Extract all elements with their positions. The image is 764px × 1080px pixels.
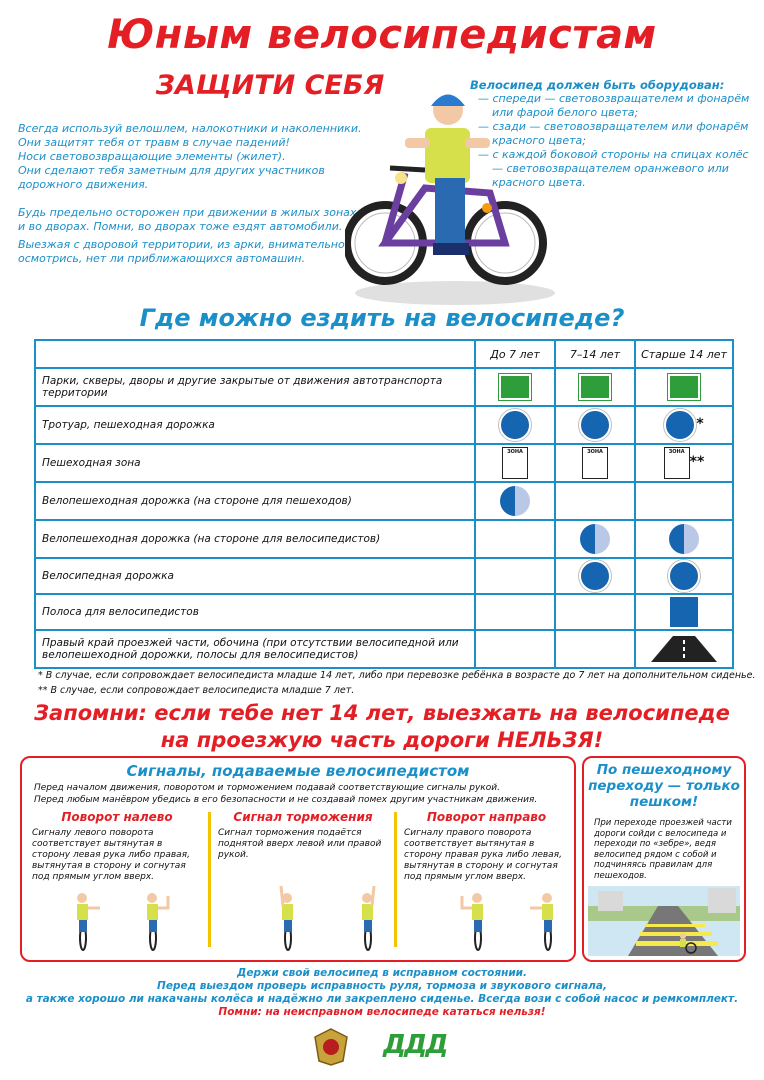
table-cell bbox=[635, 368, 733, 406]
equipment-item: — сзади — световозвращателем или фонарём красного цвета; bbox=[478, 120, 749, 147]
footnote-mark: ** bbox=[689, 454, 705, 470]
table-cell bbox=[635, 630, 733, 668]
column-header: 7–14 лет bbox=[555, 340, 635, 368]
signal-left-text: Сигналу левого поворота соответствует вытянутая в сторону левая рука либо правая, вытянутая в сторону и согнутая под прямым углом вверх. bbox=[32, 828, 190, 882]
footnote-mark: * bbox=[696, 416, 704, 432]
zone-sign-text: ЗОНА bbox=[507, 449, 523, 455]
footnote-1: * В случае, если сопровождает велосипедиста младше 14 лет, либо при перевозке ребёнка в возрасте до 7 лет на дополнительном сиденье. bbox=[38, 670, 756, 681]
poster-subtitle: ЗАЩИТИ СЕБЯ bbox=[155, 70, 385, 101]
table-cell bbox=[635, 482, 733, 520]
equipment-heading: Велосипед должен быть оборудован: bbox=[470, 78, 725, 92]
table-header-row bbox=[35, 340, 733, 368]
table-row bbox=[35, 558, 733, 594]
table-cell bbox=[555, 594, 635, 630]
table-cell bbox=[635, 558, 733, 594]
crossing-illustration bbox=[588, 886, 740, 956]
traffic-police-emblem-icon bbox=[313, 1027, 349, 1067]
tip-text: Выезжая с дворовой территории, из арки, внимательно осмотрись, нет ли приближающихся автомашин. bbox=[18, 238, 345, 265]
signal-left-title: Поворот налево bbox=[61, 810, 173, 824]
table-row bbox=[35, 520, 733, 558]
row-label: Велопешеходная дорожка (на стороне для велосипедистов) bbox=[35, 520, 475, 558]
cyclist-signal-figures bbox=[52, 878, 572, 953]
tip-text: Носи световозвращающие элементы (жилет). bbox=[18, 150, 286, 163]
signal-right-text: Сигналу правого поворота соответствует вытянутая в сторону правая рука либо левая, вытянутая в сторону и согнутая под прямым углом вверх. bbox=[404, 828, 562, 882]
table-cell bbox=[475, 368, 555, 406]
row-label: Полоса для велосипедистов bbox=[35, 594, 475, 630]
table-cell bbox=[635, 594, 733, 630]
column-header: Старше 14 лет bbox=[635, 340, 733, 368]
signal-brake-text: Сигнал торможения подаётся поднятой вверх левой или правой рукой. bbox=[218, 828, 382, 860]
table-cell bbox=[475, 520, 555, 558]
tip-text: Они защитят тебя от травм в случае падений! bbox=[18, 136, 290, 149]
equipment-item: — спереди — световозвращателем и фонарём или фарой белого цвета; bbox=[478, 92, 750, 119]
table-row bbox=[35, 368, 733, 406]
table-row bbox=[35, 444, 733, 482]
signals-panel bbox=[20, 756, 576, 962]
table-header-empty bbox=[35, 340, 475, 368]
bike-lane-sign-icon bbox=[670, 597, 698, 627]
row-label: Парки, скверы, дворы и другие закрытые от движения автотранспорта территории bbox=[35, 368, 475, 406]
table-cell bbox=[555, 444, 635, 482]
equipment-item: — с каждой боковой стороны на спицах колёс — световозвращателем оранжевого или красного цвета. bbox=[478, 148, 749, 189]
bike-pedestrian-path-sign-icon bbox=[500, 486, 530, 516]
poster-title: Юным велосипедистам bbox=[107, 12, 657, 58]
park-sign-icon bbox=[668, 374, 700, 400]
table-row bbox=[35, 630, 733, 668]
row-label: Велосипедная дорожка bbox=[35, 558, 475, 594]
tip-text: Всегда используй велошлем, налокотники и наколенники. bbox=[18, 122, 362, 135]
pedestrian-sign-icon bbox=[579, 409, 611, 441]
signal-right-title: Поворот направо bbox=[426, 810, 547, 824]
crossing-text: При переходе проезжей части дороги сойди с велосипеда и переходи по «зебре», ведя велосипед рядом с собой и подчиняясь правилам для пешеходов. bbox=[594, 818, 732, 881]
table-cell bbox=[475, 630, 555, 668]
tip-text: Будь предельно осторожен при движении в жилых зонах и во дворах. Помни, во дворах тоже ездят автомобили. bbox=[18, 206, 357, 233]
equipment-requirements bbox=[470, 78, 760, 190]
where-to-ride-table bbox=[34, 339, 734, 669]
park-sign-icon bbox=[499, 374, 531, 400]
table-cell bbox=[635, 444, 733, 482]
bicycle-path-sign-icon bbox=[668, 560, 700, 592]
row-label: Правый край проезжей части, обочина (при отсутствии велосипедной или велопешеходной дорожки, полосы для велосипедистов) bbox=[35, 630, 475, 668]
table-row bbox=[35, 406, 733, 444]
park-sign-icon bbox=[579, 374, 611, 400]
signal-column-right bbox=[404, 810, 569, 883]
crossing-panel bbox=[582, 756, 746, 962]
where-to-ride-title: Где можно ездить на велосипеде? bbox=[139, 304, 625, 332]
signal-column-brake bbox=[218, 810, 388, 861]
pedestrian-sign-icon bbox=[664, 409, 696, 441]
tip-text: Они сделают тебя заметным для других участников дорожного движения. bbox=[18, 164, 325, 191]
table-row bbox=[35, 594, 733, 630]
table-cell bbox=[475, 482, 555, 520]
dd-logo: ДДД bbox=[383, 1030, 447, 1060]
signals-title: Сигналы, подаваемые велосипедистом bbox=[126, 762, 470, 780]
cyclist-figure-icon bbox=[147, 893, 168, 950]
road-edge-icon bbox=[651, 636, 717, 662]
signal-column-left bbox=[32, 810, 202, 883]
maintenance-line-2: Перед выездом проверь исправность руля, тормоза и звукового сигнала, bbox=[157, 980, 607, 992]
table-cell bbox=[555, 406, 635, 444]
cyclist-figure-icon bbox=[77, 893, 100, 950]
signals-intro-2: Перед любым манёвром убедись в его безопасности и не создавай помех другим участникам движения. bbox=[34, 795, 538, 805]
maintenance-line-3: а также хорошо ли накачаны колёса и надёжно ли закреплено сиденье. Всегда вози с собой насос и ремкомплект. bbox=[25, 993, 739, 1005]
table-cell bbox=[475, 558, 555, 594]
column-header: До 7 лет bbox=[475, 340, 555, 368]
table-cell bbox=[475, 444, 555, 482]
signal-brake-title: Сигнал торможения bbox=[233, 810, 373, 824]
table-cell bbox=[555, 630, 635, 668]
table-cell bbox=[555, 368, 635, 406]
pedestrian-zone-sign-icon bbox=[582, 447, 608, 479]
footnote-2: ** В случае, если сопровождает велосипедиста младше 7 лет. bbox=[38, 685, 355, 696]
row-label: Тротуар, пешеходная дорожка bbox=[35, 406, 475, 444]
zone-sign-text: ЗОНА bbox=[668, 449, 685, 455]
table-row bbox=[35, 482, 733, 520]
bike-pedestrian-path-sign-icon bbox=[580, 524, 610, 554]
bicycle-path-sign-icon bbox=[579, 560, 611, 592]
pedestrian-sign-icon bbox=[499, 409, 531, 441]
cyclist-figure-icon bbox=[530, 893, 553, 950]
table-cell bbox=[555, 520, 635, 558]
row-label: Пешеходная зона bbox=[35, 444, 475, 482]
safety-tips bbox=[18, 122, 363, 266]
table-cell bbox=[635, 406, 733, 444]
table-cell bbox=[555, 558, 635, 594]
table-cell bbox=[475, 594, 555, 630]
table-cell bbox=[635, 520, 733, 558]
crossing-title: По пешеходному переходу — только пешком! bbox=[588, 762, 740, 810]
maintenance-line-1: Держи свой велосипед в исправном состоянии. bbox=[236, 967, 528, 979]
table-cell bbox=[475, 406, 555, 444]
row-label: Велопешеходная дорожка (на стороне для пешеходов) bbox=[35, 482, 475, 520]
cyclist-figure-icon bbox=[281, 886, 293, 950]
pedestrian-zone-sign-icon bbox=[664, 447, 690, 479]
cyclist-figure-icon bbox=[462, 893, 483, 950]
maintenance-warning: Помни: на неисправном велосипеде кататься нельзя! bbox=[218, 1006, 546, 1018]
pedestrian-zone-sign-icon bbox=[502, 447, 528, 479]
signals-intro-1: Перед началом движения, поворотом и торможением подавай соответствующие сигналы рукой. bbox=[34, 783, 500, 793]
remember-line-1: Запомни: если тебе нет 14 лет, выезжать на велосипеде bbox=[34, 701, 730, 725]
bike-pedestrian-path-sign-icon bbox=[669, 524, 699, 554]
zone-sign-text: ЗОНА bbox=[587, 449, 603, 455]
cyclist-figure-icon bbox=[362, 886, 374, 950]
remember-line-2: на проезжую часть дороги НЕЛЬЗЯ! bbox=[160, 728, 604, 752]
remember-warning bbox=[0, 700, 764, 754]
table-cell bbox=[555, 482, 635, 520]
